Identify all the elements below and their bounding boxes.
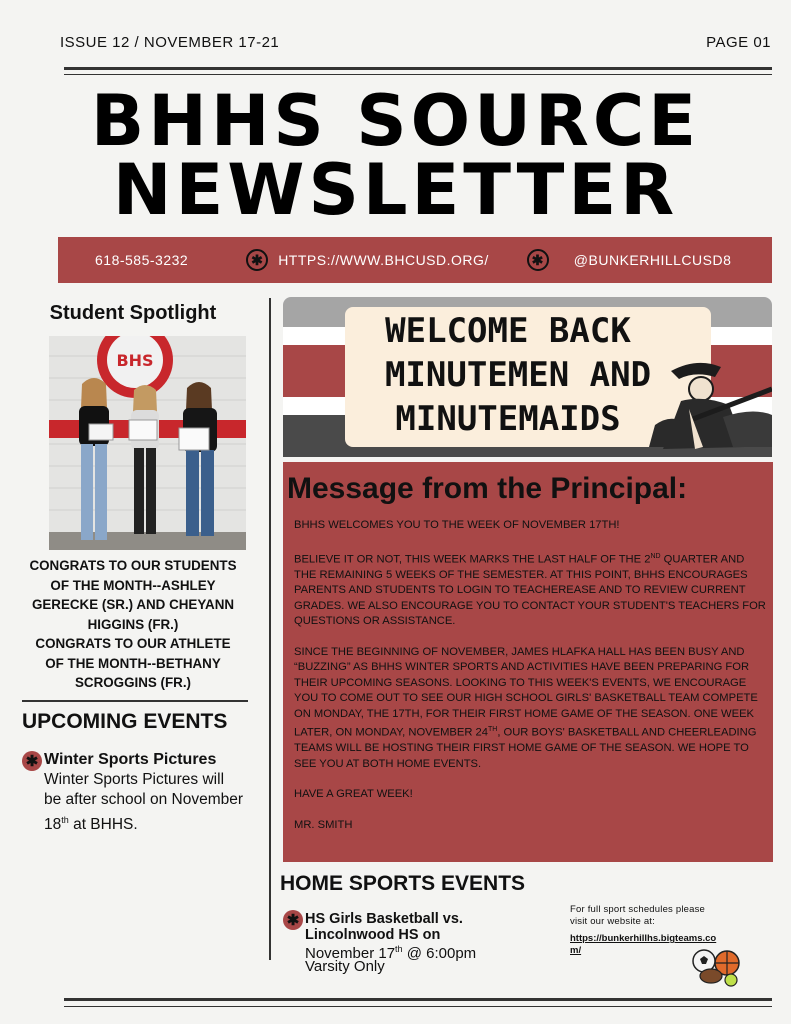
asterisk-bullet-icon: ✱ <box>283 910 303 930</box>
banner-text <box>345 309 671 441</box>
footer-rule-thin <box>64 1006 772 1007</box>
asterisk-icon: ✱ <box>527 249 549 271</box>
page-number: PAGE 01 <box>706 34 771 51</box>
home-event-date: November 17th @ 6:00pm <box>305 944 477 962</box>
home-event-title: HS Girls Basketball vs. Lincolnwood HS on <box>305 911 463 943</box>
upcoming-event-text: Winter Sports Pictures will be after school on November 18 <box>44 771 244 834</box>
principal-message-body <box>294 518 768 849</box>
sports-balls-icon <box>690 946 742 993</box>
home-event-level: Varsity Only <box>305 958 385 975</box>
banner-line2: MINUTEMEN AND <box>384 355 652 395</box>
spotlight-congrats <box>26 556 240 693</box>
phone-number: 618-585-3232 <box>95 252 189 268</box>
issue-label: ISSUE 12 / NOVEMBER 17-21 <box>60 34 280 51</box>
website-link[interactable]: HTTPS://WWW.BHCUSD.ORG/ <box>278 252 489 268</box>
students-of-month-text: CONGRATS TO OUR STUDENTS OF THE MONTH--ASHLEY GERECKE (SR.) AND CHEYANN HIGGINS (FR.) <box>29 558 237 632</box>
newsletter-title-line1: BHHS SOURCE <box>90 80 701 162</box>
athlete-of-month-text: CONGRATS TO OUR ATHLETE OF THE MONTH--BETHANY SCROGGINS (FR.) <box>35 636 231 690</box>
newsletter-title-line2: NEWSLETTER <box>112 149 679 231</box>
asterisk-bullet-icon: ✱ <box>22 751 42 771</box>
asterisk-icon: ✱ <box>246 249 268 271</box>
home-event-bullet <box>283 910 303 930</box>
principal-message-heading: Message from the Principal: <box>287 472 688 505</box>
principal-paragraph-1: BHHS WELCOMES YOU TO THE WEEK OF NOVEMBER 17TH! <box>294 519 620 531</box>
footer-rule <box>64 998 772 1001</box>
contact-bar <box>58 237 772 283</box>
principal-signature: MR. SMITH <box>294 819 353 832</box>
left-divider <box>22 700 248 702</box>
principal-message-box <box>283 462 773 862</box>
banner-line3: MINUTEMAIDS <box>395 399 621 439</box>
banner-line1: WELCOME BACK <box>385 311 631 351</box>
header-rule-thin <box>64 74 772 75</box>
upcoming-event-bullet <box>22 751 42 771</box>
upcoming-events-title: UPCOMING EVENTS <box>22 710 228 733</box>
principal-paragraph-3: SINCE THE BEGINNING OF NOVEMBER, JAMES HLAFKA HALL HAS BEEN BUSY AND “BUZZING” AS BHHS WINTER SPORTS AND ACTIVITIES HAVE BEEN PREPARING FOR THEIR UPCOMING SEASONS. LOOKING TO THIS WEEK'S EVENTS, WE ENCOURAGE YOU TO COME OUT TO SEE OUR HIGH SCHOOL GIRLS' BASKETBALL TEAM COMPETE ON MONDAY, THE 17TH, FOR THEIR FIRST HOME GAME OF THE SEASON. ONE WEEK LATER, ON MONDAY, NOVEMBER 24TH, OUR BOYS' BASKETBALL AND CHEERLEADING TEAMS WILL BE HOSTING THEIR FIRST HOME GAME OF THE SEASON. WE HOPE TO SEE YOU AT BOTH HOME EVENTS. <box>294 645 758 770</box>
spotlight-photo <box>49 336 246 550</box>
header-rule <box>64 67 772 70</box>
upcoming-event-text-end: at BHHS. <box>68 816 138 834</box>
social-handle[interactable]: @BUNKERHILLCUSD8 <box>573 252 732 268</box>
principal-paragraph-2: BELIEVE IT OR NOT, THIS WEEK MARKS THE LAST HALF OF THE 2ND QUARTER AND THE REMAINING 5 WEEKS OF THE SEMESTER. AT THIS POINT, BHHS ENCOURAGES PARENTS AND STUDENTS TO LOGIN TO TEACHEREASE AND TO REVIEW CURRENT GRADES. WE ALSO ENCOURAGE YOU TO CONTACT YOUR STUDENT'S TEACHERS FOR QUESTIONS OR ASSISTANCE. <box>294 552 766 628</box>
upcoming-event-title: Winter Sports Pictures <box>44 751 217 768</box>
upcoming-event-sup: th <box>61 815 69 825</box>
principal-signoff: HAVE A GREAT WEEK! <box>294 788 413 801</box>
schedule-link[interactable]: https://bunkerhillhs.bigteams.com/ <box>570 933 717 956</box>
welcome-banner <box>283 297 772 457</box>
students-photo-illustration <box>49 336 246 550</box>
upcoming-event-body <box>44 770 244 835</box>
home-sports-title: HOME SPORTS EVENTS <box>280 872 526 895</box>
spotlight-title: Student Spotlight <box>49 302 217 324</box>
photo-sign-text: BHS <box>116 351 154 370</box>
schedule-note: For full sport schedules please visit our website at: <box>570 904 706 927</box>
column-divider <box>269 298 271 960</box>
